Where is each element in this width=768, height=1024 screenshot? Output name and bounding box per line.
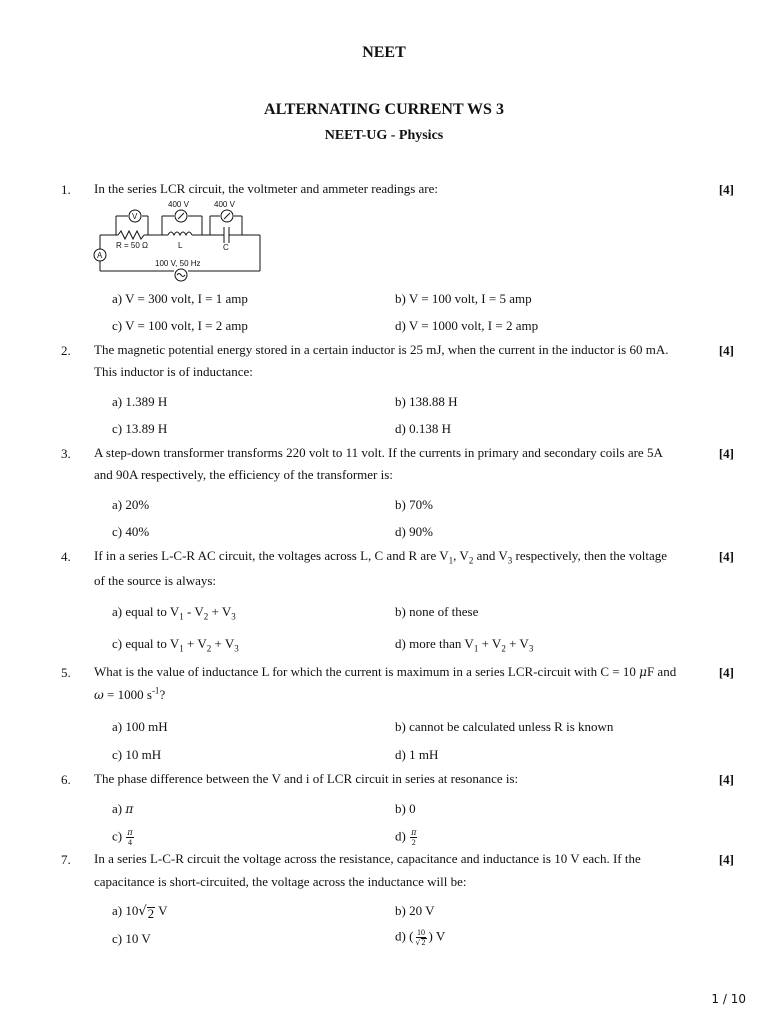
option-a[interactable]: a) 20% xyxy=(112,497,150,512)
option-b[interactable]: b) none of these xyxy=(395,604,479,619)
ammeter-symbol: A xyxy=(97,251,103,260)
option-a[interactable]: a) V = 300 volt, I = 1 amp xyxy=(112,291,248,306)
option-c[interactable]: c) 40% xyxy=(112,524,150,539)
question-text-line-2: ω = 1000 $s^{-1}$? xyxy=(94,685,166,702)
option-b[interactable]: b) 20 V xyxy=(395,903,435,918)
option-a[interactable]: a) 10 √ 2 V xyxy=(112,903,168,921)
question-marks: [4] xyxy=(718,665,734,680)
option-d[interactable]: d) 0.138 H xyxy=(395,421,451,436)
option-d[interactable]: d) V = 1000 volt, I = 2 amp xyxy=(395,318,539,333)
option-d[interactable]: d) 90% xyxy=(395,524,433,539)
voltmeter-symbol: V xyxy=(132,212,138,221)
option-b[interactable]: b) V = 100 volt, I = 5 amp xyxy=(395,291,532,306)
option-b[interactable]: b) 138.88 H xyxy=(395,394,458,409)
lcr-circuit-diagram xyxy=(92,198,268,284)
question-text: The phase difference between the V and i of LCR circuit in series at resonance is: xyxy=(94,771,519,786)
option-d[interactable]: d) $\frac{\pi}{2}$ xyxy=(395,828,417,847)
option-b[interactable]: b) cannot be calculated unless R is known xyxy=(395,719,614,734)
header-title: NEET xyxy=(362,44,406,61)
worksheet-subject: NEET-UG - Physics xyxy=(324,128,444,143)
inductor-label: L xyxy=(178,241,183,250)
question-number: 5. xyxy=(61,665,71,680)
question-text-line-1: If in a series L-C-R AC circuit, the voltages across L, C and R are $V_1$, $V_2$ and $V_3$ respectively, then the voltage xyxy=(94,548,667,566)
question-text-line-2: This inductor is of inductance: xyxy=(94,364,253,379)
option-d[interactable]: d) 1 mH xyxy=(395,747,439,762)
option-a[interactable]: a) π xyxy=(112,801,134,816)
option-c[interactable]: c) $\frac{\pi}{4}$ xyxy=(112,828,133,847)
question-number: 7. xyxy=(61,852,71,867)
option-c[interactable]: c) V = 100 volt, I = 2 amp xyxy=(112,318,248,333)
question-text-line-1: The magnetic potential energy stored in a certain inductor is 25 mJ, when the current in the inductor is 60 mA. xyxy=(94,342,669,357)
question-number: 6. xyxy=(61,772,71,787)
question-number: 3. xyxy=(61,446,71,461)
question-number: 4. xyxy=(61,549,71,564)
option-a[interactable]: a) equal to $V_1 - V_2 + V_3$ xyxy=(112,604,236,622)
source-label: 100 V, 50 Hz xyxy=(155,259,201,268)
capacitor-label: C xyxy=(223,243,229,252)
question-text-line-1: A step-down transformer transforms 220 volt to 11 volt. If the currents in primary and secondary coils are 5A xyxy=(94,445,663,460)
voltmeter-reading-c: 400 V xyxy=(214,200,235,209)
resistor-label: R = 50 Ω xyxy=(116,241,148,250)
question-marks: [4] xyxy=(718,343,734,358)
question-text-line-1: What is the value of inductance L for which the current is maximum in a series LCR-circuit with C = 10 μF and xyxy=(94,664,677,679)
option-c[interactable]: c) 10 mH xyxy=(112,747,162,762)
option-d[interactable]: d) ( 10 √ 2 ) V xyxy=(395,928,446,947)
question-marks: [4] xyxy=(718,446,734,461)
option-b[interactable]: b) 70% xyxy=(395,497,433,512)
question-number: 2. xyxy=(61,343,71,358)
option-a[interactable]: a) 1.389 H xyxy=(112,394,168,409)
sqrt-icon: √ xyxy=(415,938,421,947)
question-text: In the series LCR circuit, the voltmeter and ammeter readings are: xyxy=(94,181,439,196)
option-c[interactable]: c) 13.89 H xyxy=(112,421,168,436)
question-text-line-2: capacitance is short-circuited, the voltage across the inductance will be: xyxy=(94,874,467,889)
option-d[interactable]: d) more than $V_1 + V_2 + V_3$ xyxy=(395,636,534,654)
question-marks: [4] xyxy=(718,852,734,867)
option-a[interactable]: a) 100 mH xyxy=(112,719,168,734)
question-number: 1. xyxy=(61,182,71,197)
question-marks: [4] xyxy=(718,182,734,197)
sqrt-icon: √ xyxy=(138,904,147,919)
worksheet-title: ALTERNATING CURRENT WS 3 xyxy=(264,101,504,118)
page-number: 1 / 10 xyxy=(711,992,746,1006)
question-marks: [4] xyxy=(718,772,734,787)
option-c[interactable]: c) equal to $V_1 + V_2 + V_3$ xyxy=(112,636,239,654)
option-b[interactable]: b) 0 xyxy=(395,801,416,816)
voltmeter-reading-l: 400 V xyxy=(168,200,189,209)
question-text-line-2: and 90A respectively, the efficiency of the transformer is: xyxy=(94,467,393,482)
question-text-line-1: In a series L-C-R circuit the voltage across the resistance, capacitance and inductance is 10 V each. If the xyxy=(94,851,641,866)
question-text-line-2: of the source is always: xyxy=(94,573,217,588)
option-c[interactable]: c) 10 V xyxy=(112,931,151,946)
question-marks: [4] xyxy=(718,549,734,564)
